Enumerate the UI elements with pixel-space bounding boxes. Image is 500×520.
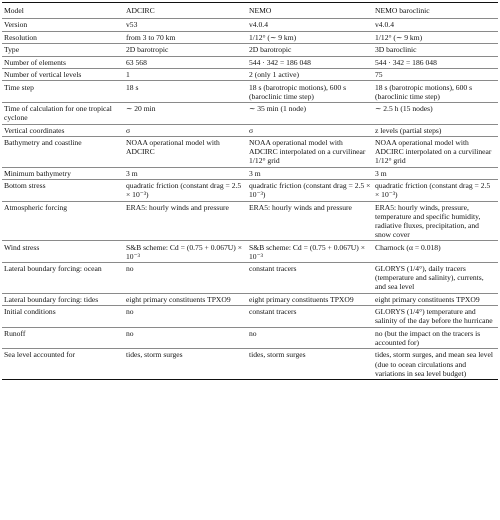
table-cell: z levels (partial steps) — [373, 124, 498, 136]
table-cell: 1 — [124, 68, 247, 80]
table-cell: 2D barotropic — [247, 44, 373, 56]
table-cell: quadratic friction (constant drag = 2.5 × 10⁻³) — [373, 180, 498, 202]
table-cell: constant tracers — [247, 263, 373, 294]
table-row — [2, 56, 498, 68]
table-header — [2, 3, 498, 19]
table-cell: v53 — [124, 19, 247, 31]
row-label: Time step — [2, 81, 124, 103]
table-cell: no — [124, 306, 247, 328]
table-cell: S&B scheme: Cd = (0.75 + 0.067U) × 10⁻³ — [247, 241, 373, 263]
table-cell: 18 s (barotropic motions), 600 s (baroclinic time step) — [247, 81, 373, 103]
header-cell-model: Model — [4, 6, 24, 15]
row-label: Atmospheric forcing — [2, 201, 124, 241]
table-cell: ∼ 35 min (1 node) — [247, 103, 373, 125]
table-cell: no — [247, 327, 373, 349]
header-row — [2, 3, 498, 19]
table-cell: constant tracers — [247, 306, 373, 328]
table-row — [2, 327, 498, 349]
table-row — [2, 180, 498, 202]
table-cell: 2D barotropic — [124, 44, 247, 56]
table-cell: quadratic friction (constant drag = 2.5 × 10⁻³) — [247, 180, 373, 202]
table-cell: v4.0.4 — [373, 19, 498, 31]
table-cell: tides, storm surges — [247, 349, 373, 380]
row-label: Minimum bathymetry — [2, 167, 124, 179]
table-cell: 1/12° (∼ 9 km) — [373, 31, 498, 43]
table-row — [2, 263, 498, 294]
row-label: Number of vertical levels — [2, 68, 124, 80]
table-cell: eight primary constituents TPXO9 — [124, 293, 247, 305]
table-row — [2, 241, 498, 263]
table-cell: σ — [247, 124, 373, 136]
table-cell: v4.0.4 — [247, 19, 373, 31]
table-cell: 3D baroclinic — [373, 44, 498, 56]
row-label: Vertical coordinates — [2, 124, 124, 136]
row-label: Version — [2, 19, 124, 31]
row-label: Time of calculation for one tropical cyclone — [2, 103, 124, 125]
row-label: Initial conditions — [2, 306, 124, 328]
table-row — [2, 44, 498, 56]
table-cell: σ — [124, 124, 247, 136]
table-cell: 75 — [373, 68, 498, 80]
table-cell: quadratic friction (constant drag = 2.5 × 10⁻³) — [124, 180, 247, 202]
table-cell: ERA5: hourly winds and pressure — [247, 201, 373, 241]
table-cell: 544 · 342 = 186 048 — [373, 56, 498, 68]
table-cell: Charnock (α = 0.018) — [373, 241, 498, 263]
table-cell: S&B scheme: Cd = (0.75 + 0.067U) × 10⁻³ — [124, 241, 247, 263]
table-cell: eight primary constituents TPXO9 — [247, 293, 373, 305]
table-cell: NOAA operational model with ADCIRC interpolated on a curvilinear 1/12° grid — [247, 137, 373, 168]
table-cell: no — [124, 263, 247, 294]
table-cell: 18 s — [124, 81, 247, 103]
table-row — [2, 167, 498, 179]
row-label: Lateral boundary forcing: tides — [2, 293, 124, 305]
table-row — [2, 68, 498, 80]
row-label: Wind stress — [2, 241, 124, 263]
row-label: Resolution — [2, 31, 124, 43]
table-cell: no (but the impact on the tracers is accounted for) — [373, 327, 498, 349]
header-cell-nemo: NEMO — [249, 6, 272, 15]
table-cell: 1/12° (∼ 9 km) — [247, 31, 373, 43]
row-label: Sea level accounted for — [2, 349, 124, 380]
table-cell: ∼ 2.5 h (15 nodes) — [373, 103, 498, 125]
row-label: Number of elements — [2, 56, 124, 68]
table-body — [2, 19, 498, 380]
table-cell: 3 m — [247, 167, 373, 179]
table-row — [2, 81, 498, 103]
model-comparison-table — [2, 2, 498, 380]
table-cell: 2 (only 1 active) — [247, 68, 373, 80]
table-row — [2, 201, 498, 241]
table-cell: ERA5: hourly winds, pressure, temperature and specific humidity, radiative fluxes, precipitation, and snow cover — [373, 201, 498, 241]
row-label: Runoff — [2, 327, 124, 349]
table-row — [2, 103, 498, 125]
header-cell-adcirc: ADCIRC — [126, 6, 155, 15]
table-cell: GLORYS (1/4°) temperature and salinity of the day before the hurricane — [373, 306, 498, 328]
table-cell: eight primary constituents TPXO9 — [373, 293, 498, 305]
table-row — [2, 19, 498, 31]
table-cell: no — [124, 327, 247, 349]
table-cell: 3 m — [124, 167, 247, 179]
table-cell: tides, storm surges, and mean sea level (due to ocean circulations and variations in sea level budget) — [373, 349, 498, 380]
table-cell: GLORYS (1/4°), daily tracers (temperature and salinity), currents, and sea level — [373, 263, 498, 294]
table-cell: ∼ 20 min — [124, 103, 247, 125]
table-cell: ERA5: hourly winds and pressure — [124, 201, 247, 241]
table-row — [2, 306, 498, 328]
table-cell: 63 568 — [124, 56, 247, 68]
table-row — [2, 349, 498, 380]
table-row — [2, 124, 498, 136]
header-cell-nemo-baroclinic: NEMO baroclinic — [375, 6, 430, 15]
table-cell: NOAA operational model with ADCIRC — [124, 137, 247, 168]
table-cell: from 3 to 70 km — [124, 31, 247, 43]
table-cell: 18 s (barotropic motions), 600 s (baroclinic time step) — [373, 81, 498, 103]
table-cell: 3 m — [373, 167, 498, 179]
table-cell: tides, storm surges — [124, 349, 247, 380]
table-row — [2, 31, 498, 43]
table-row — [2, 293, 498, 305]
row-label: Type — [2, 44, 124, 56]
table-cell: 544 · 342 = 186 048 — [247, 56, 373, 68]
row-label: Bottom stress — [2, 180, 124, 202]
table-cell: NOAA operational model with ADCIRC interpolated on a curvilinear 1/12° grid — [373, 137, 498, 168]
row-label: Bathymetry and coastline — [2, 137, 124, 168]
row-label: Lateral boundary forcing: ocean — [2, 263, 124, 294]
table-row — [2, 137, 498, 168]
